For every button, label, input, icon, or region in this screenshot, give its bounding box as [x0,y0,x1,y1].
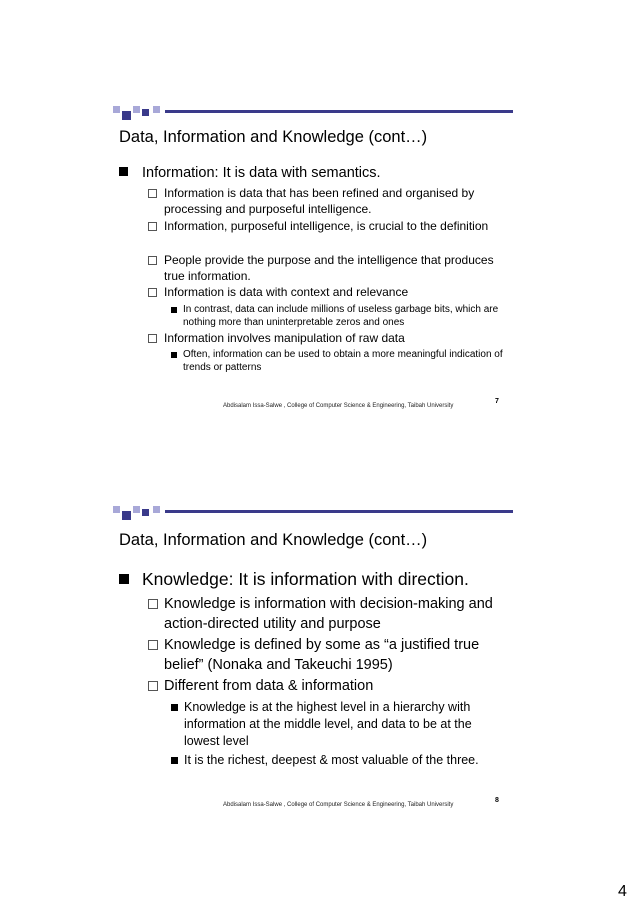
sub-item: Information is data with context and relevance [148,285,513,301]
slide-footer: Abdisalam Issa-Salwe , College of Computer Science & Engineering, Taibah University [223,403,454,409]
sub-item: Information, purposeful intelligence, is crucial to the definition [148,219,513,235]
main-bullet: Information: It is data with semantics. [119,165,381,181]
square-bullet-icon [171,704,178,711]
checkbox-bullet-icon [148,222,157,231]
checkbox-bullet-icon [148,681,158,691]
checkbox-bullet-icon [148,189,157,198]
square-bullet-icon [119,167,128,176]
sub-item: Information is data that has been refined and organised by processing and purposeful intelligence. [148,186,513,217]
slide-7 [113,98,513,428]
checkbox-bullet-icon [148,640,158,650]
sub-item: People provide the purpose and the intelligence that produces true information. [148,253,513,284]
slide-number: 7 [495,398,499,405]
slide-header-decoration [113,506,513,520]
slide-8 [113,498,513,828]
slide-title: Data, Information and Knowledge (cont…) [119,531,428,549]
sub-sub-item: It is the richest, deepest & most valuable of the three. [171,752,501,769]
square-bullet-icon [171,352,177,358]
slide-number: 8 [495,797,499,804]
square-bullet-icon [171,757,178,764]
sub-item: Information involves manipulation of raw data [148,331,513,347]
main-bullet: Knowledge: It is information with direction. [119,569,469,590]
slide-title: Data, Information and Knowledge (cont…) [119,128,428,146]
sub-item: Knowledge is information with decision-making and action-directed utility and purpose [148,594,510,634]
sub-sub-item: In contrast, data can include millions of useless garbage bits, which are nothing more than uninterpretable zeros and ones [171,303,506,329]
slide-footer: Abdisalam Issa-Salwe , College of Computer Science & Engineering, Taibah University [223,802,454,808]
square-bullet-icon [119,574,129,584]
sub-item: Knowledge is defined by some as “a justified true belief” (Nonaka and Takeuchi 1995) [148,635,510,675]
sub-sub-item: Knowledge is at the highest level in a hierarchy with information at the middle level, and data to be at the lowest level [171,699,501,750]
sub-item: Different from data & information [148,676,510,696]
checkbox-bullet-icon [148,599,158,609]
checkbox-bullet-icon [148,288,157,297]
square-bullet-icon [171,307,177,313]
checkbox-bullet-icon [148,334,157,343]
sub-sub-item: Often, information can be used to obtain a more meaningful indication of trends or patterns [171,348,506,374]
slide-header-decoration [113,106,513,120]
checkbox-bullet-icon [148,256,157,265]
page-number: 4 [618,883,627,900]
